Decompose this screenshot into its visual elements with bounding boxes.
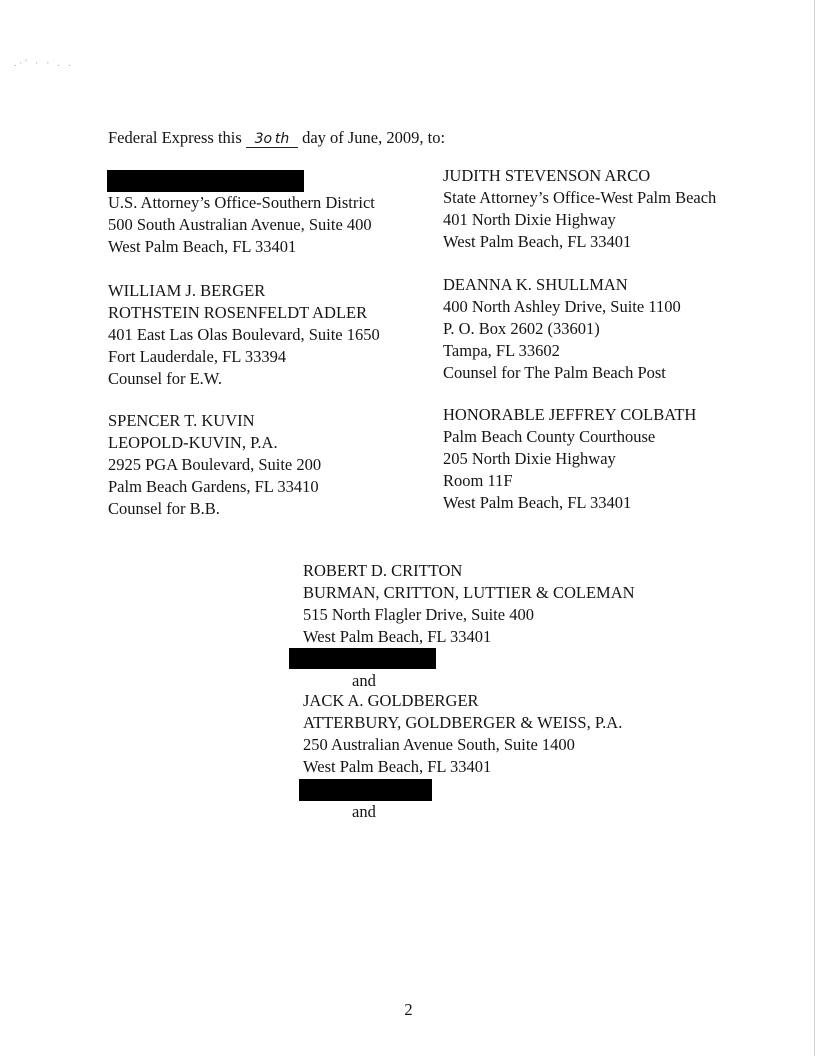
- address-line: ROBERT D. CRITTON: [303, 561, 463, 580]
- conjunction-and: and: [352, 802, 376, 821]
- scan-edge-line: [814, 0, 815, 1056]
- address-line: West Palm Beach, FL 33401: [443, 232, 632, 251]
- address-block-berger: [108, 280, 380, 390]
- address-line: Counsel for E.W.: [108, 369, 222, 388]
- address-line: Tampa, FL 33602: [443, 341, 560, 360]
- address-block-goldberger: [303, 690, 622, 778]
- address-line: West Palm Beach, FL 33401: [108, 237, 297, 256]
- address-line: U.S. Attorney’s Office-Southern District: [108, 193, 375, 212]
- address-line: 250 Australian Avenue South, Suite 1400: [303, 735, 575, 754]
- address-line: 401 North Dixie Highway: [443, 210, 616, 229]
- address-line: HONORABLE JEFFREY COLBATH: [443, 405, 697, 424]
- address-line: Palm Beach County Courthouse: [443, 427, 656, 446]
- redaction-bar: [289, 648, 436, 669]
- address-line: SPENCER T. KUVIN: [108, 411, 255, 430]
- address-line: Fort Lauderdale, FL 33394: [108, 347, 287, 366]
- conjunction-and: and: [352, 671, 376, 690]
- page-number: 2: [404, 1000, 413, 1019]
- address-line: Counsel for B.B.: [108, 499, 220, 518]
- address-block-us-attorney: [108, 192, 375, 258]
- scan-specks: .·' · · . .: [14, 58, 74, 68]
- address-line: WILLIAM J. BERGER: [108, 281, 266, 300]
- address-line: 515 North Flagler Drive, Suite 400: [303, 605, 534, 624]
- address-line: JACK A. GOLDBERGER: [303, 691, 479, 710]
- address-line: Room 11F: [443, 471, 513, 490]
- address-line: JUDITH STEVENSON ARCO: [443, 166, 651, 185]
- address-line: P. O. Box 2602 (33601): [443, 319, 600, 338]
- address-line: LEOPOLD-KUVIN, P.A.: [108, 433, 278, 452]
- address-line: 500 South Australian Avenue, Suite 400: [108, 215, 372, 234]
- address-block-kuvin: [108, 410, 321, 520]
- address-line: DEANNA K. SHULLMAN: [443, 275, 628, 294]
- address-block-colbath: [443, 404, 696, 514]
- address-line: 401 East Las Olas Boulevard, Suite 1650: [108, 325, 380, 344]
- address-line: West Palm Beach, FL 33401: [303, 757, 492, 776]
- redaction-bar: [299, 779, 432, 801]
- intro-before: Federal Express this: [108, 128, 242, 147]
- address-block-arco: [443, 165, 716, 253]
- address-line: Palm Beach Gardens, FL 33410: [108, 477, 319, 496]
- handwritten-day: 3o th: [246, 131, 298, 148]
- address-line: West Palm Beach, FL 33401: [443, 493, 632, 512]
- address-line: ROTHSTEIN ROSENFELDT ADLER: [108, 303, 368, 322]
- address-line: West Palm Beach, FL 33401: [303, 627, 492, 646]
- address-line: Counsel for The Palm Beach Post: [443, 363, 666, 382]
- address-line: State Attorney’s Office-West Palm Beach: [443, 188, 717, 207]
- address-block-shullman: [443, 274, 681, 384]
- address-line: BURMAN, CRITTON, LUTTIER & COLEMAN: [303, 583, 635, 602]
- address-line: 400 North Ashley Drive, Suite 1100: [443, 297, 681, 316]
- address-line: 2925 PGA Boulevard, Suite 200: [108, 455, 322, 474]
- address-block-critton: [303, 560, 635, 648]
- service-intro: [108, 128, 445, 148]
- address-line: ATTERBURY, GOLDBERGER & WEISS, P.A.: [303, 713, 623, 732]
- redaction-bar: [107, 170, 304, 192]
- intro-after: day of June, 2009, to:: [302, 128, 446, 147]
- address-line: 205 North Dixie Highway: [443, 449, 616, 468]
